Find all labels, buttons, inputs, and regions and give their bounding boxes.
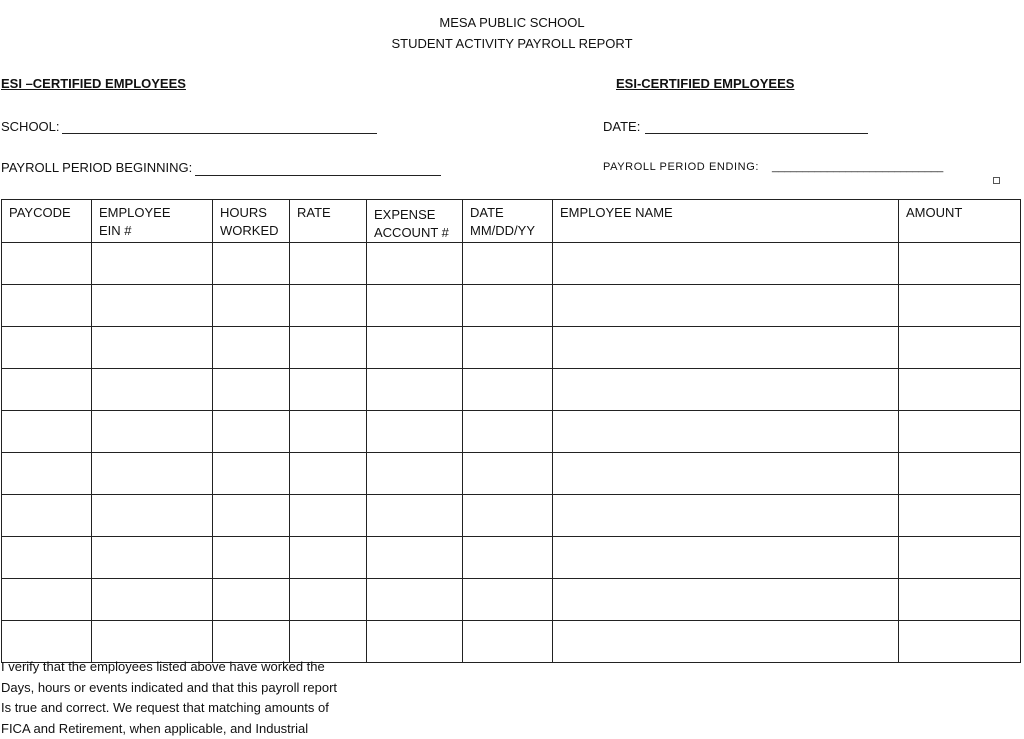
school-label: SCHOOL: bbox=[1, 119, 60, 134]
table-cell[interactable] bbox=[463, 495, 553, 537]
table-cell[interactable] bbox=[367, 453, 463, 495]
table-cell[interactable] bbox=[367, 243, 463, 285]
table-cell[interactable] bbox=[463, 369, 553, 411]
table-cell[interactable] bbox=[463, 285, 553, 327]
column-header: DATE MM/DD/YY bbox=[463, 200, 553, 243]
table-cell[interactable] bbox=[290, 537, 367, 579]
date-field[interactable] bbox=[645, 133, 868, 134]
table-cell[interactable] bbox=[367, 537, 463, 579]
right-section-heading: ESI-CERTIFIED EMPLOYEES bbox=[616, 76, 795, 91]
table-cell[interactable] bbox=[2, 243, 92, 285]
table-cell[interactable] bbox=[92, 285, 213, 327]
column-header: AMOUNT bbox=[899, 200, 1021, 243]
table-cell[interactable] bbox=[899, 285, 1021, 327]
table-cell[interactable] bbox=[92, 411, 213, 453]
checkbox-icon bbox=[993, 177, 1000, 184]
table-cell[interactable] bbox=[553, 285, 899, 327]
table-cell[interactable] bbox=[213, 327, 290, 369]
table-cell[interactable] bbox=[290, 369, 367, 411]
table-cell[interactable] bbox=[2, 495, 92, 537]
table-cell[interactable] bbox=[290, 327, 367, 369]
verification-line: Days, hours or events indicated and that this payroll report bbox=[1, 679, 338, 695]
table-cell[interactable] bbox=[92, 495, 213, 537]
table-cell[interactable] bbox=[290, 495, 367, 537]
table-row bbox=[2, 369, 1021, 411]
table-cell[interactable] bbox=[899, 369, 1021, 411]
column-header: RATE bbox=[290, 200, 367, 243]
table-cell[interactable] bbox=[367, 495, 463, 537]
table-row bbox=[2, 495, 1021, 537]
table-cell[interactable] bbox=[553, 579, 899, 621]
table-cell[interactable] bbox=[553, 495, 899, 537]
table-cell[interactable] bbox=[290, 285, 367, 327]
table-cell[interactable] bbox=[2, 285, 92, 327]
table-cell[interactable] bbox=[92, 537, 213, 579]
table-cell[interactable] bbox=[463, 579, 553, 621]
table-cell[interactable] bbox=[553, 369, 899, 411]
table-cell[interactable] bbox=[213, 243, 290, 285]
table-cell[interactable] bbox=[553, 453, 899, 495]
table-cell[interactable] bbox=[92, 243, 213, 285]
column-header: HOURS WORKED bbox=[213, 200, 290, 243]
verification-statement bbox=[1, 657, 391, 739]
table-cell[interactable] bbox=[553, 327, 899, 369]
table-cell[interactable] bbox=[553, 411, 899, 453]
table-cell[interactable] bbox=[367, 285, 463, 327]
table-cell[interactable] bbox=[92, 369, 213, 411]
table-cell[interactable] bbox=[899, 495, 1021, 537]
table-row bbox=[2, 285, 1021, 327]
table-cell[interactable] bbox=[290, 411, 367, 453]
column-header: EXPENSE ACCOUNT # bbox=[367, 200, 463, 243]
column-header: EMPLOYEE EIN # bbox=[92, 200, 213, 243]
table-cell[interactable] bbox=[367, 369, 463, 411]
verification-line: FICA and Retirement, when applicable, and Industrial bbox=[1, 720, 309, 736]
table-cell[interactable] bbox=[899, 621, 1021, 663]
column-header: EMPLOYEE NAME bbox=[553, 200, 899, 243]
table-cell[interactable] bbox=[553, 537, 899, 579]
table-body bbox=[2, 243, 1021, 663]
table-cell[interactable] bbox=[92, 453, 213, 495]
table-row bbox=[2, 327, 1021, 369]
table-cell[interactable] bbox=[463, 327, 553, 369]
table-cell[interactable] bbox=[899, 327, 1021, 369]
table-cell[interactable] bbox=[290, 243, 367, 285]
table-cell[interactable] bbox=[899, 243, 1021, 285]
period-ending-label: PAYROLL PERIOD ENDING: bbox=[603, 161, 760, 173]
table-cell[interactable] bbox=[2, 579, 92, 621]
table-cell[interactable] bbox=[463, 537, 553, 579]
date-label: DATE: bbox=[603, 119, 641, 134]
school-name: MESA PUBLIC SCHOOL bbox=[439, 15, 585, 30]
verification-line: Is true and correct. We request that matching amounts of bbox=[1, 700, 329, 715]
column-header: PAYCODE bbox=[2, 200, 92, 243]
table-cell[interactable] bbox=[213, 285, 290, 327]
table-cell[interactable] bbox=[463, 243, 553, 285]
table-cell[interactable] bbox=[92, 579, 213, 621]
table-cell[interactable] bbox=[2, 369, 92, 411]
table-cell[interactable] bbox=[213, 411, 290, 453]
table-cell[interactable] bbox=[2, 411, 92, 453]
table-row bbox=[2, 453, 1021, 495]
table-row bbox=[2, 411, 1021, 453]
payroll-table bbox=[1, 199, 1021, 663]
table-cell[interactable] bbox=[553, 243, 899, 285]
table-cell[interactable] bbox=[367, 579, 463, 621]
table-cell[interactable] bbox=[553, 621, 899, 663]
period-beginning-label: PAYROLL PERIOD BEGINNING: bbox=[1, 160, 193, 175]
table-cell[interactable] bbox=[463, 453, 553, 495]
table-cell[interactable] bbox=[213, 453, 290, 495]
table-cell[interactable] bbox=[213, 369, 290, 411]
table-cell[interactable] bbox=[2, 327, 92, 369]
table-row bbox=[2, 579, 1021, 621]
school-field[interactable] bbox=[62, 133, 377, 134]
table-cell[interactable] bbox=[899, 453, 1021, 495]
table-cell[interactable] bbox=[367, 411, 463, 453]
table-cell[interactable] bbox=[899, 579, 1021, 621]
table-cell[interactable] bbox=[92, 327, 213, 369]
table-cell[interactable] bbox=[463, 411, 553, 453]
period-ending-field[interactable]: ____________________________ bbox=[772, 161, 944, 173]
table-cell[interactable] bbox=[290, 453, 367, 495]
table-cell[interactable] bbox=[2, 453, 92, 495]
table-row bbox=[2, 243, 1021, 285]
table-cell[interactable] bbox=[367, 327, 463, 369]
table-cell[interactable] bbox=[213, 579, 290, 621]
table-cell[interactable] bbox=[899, 537, 1021, 579]
table-cell[interactable] bbox=[213, 537, 290, 579]
table-cell[interactable] bbox=[899, 411, 1021, 453]
table-header-row bbox=[2, 200, 1021, 243]
table-cell[interactable] bbox=[2, 537, 92, 579]
table-cell[interactable] bbox=[290, 579, 367, 621]
left-section-heading: ESI –CERTIFIED EMPLOYEES bbox=[1, 76, 186, 91]
table-cell[interactable] bbox=[213, 495, 290, 537]
period-beginning-field[interactable] bbox=[195, 175, 441, 176]
table-cell[interactable] bbox=[463, 621, 553, 663]
report-title: STUDENT ACTIVITY PAYROLL REPORT bbox=[391, 36, 633, 51]
verification-line: I verify that the employees listed above have worked the bbox=[1, 659, 325, 674]
table-row bbox=[2, 537, 1021, 579]
